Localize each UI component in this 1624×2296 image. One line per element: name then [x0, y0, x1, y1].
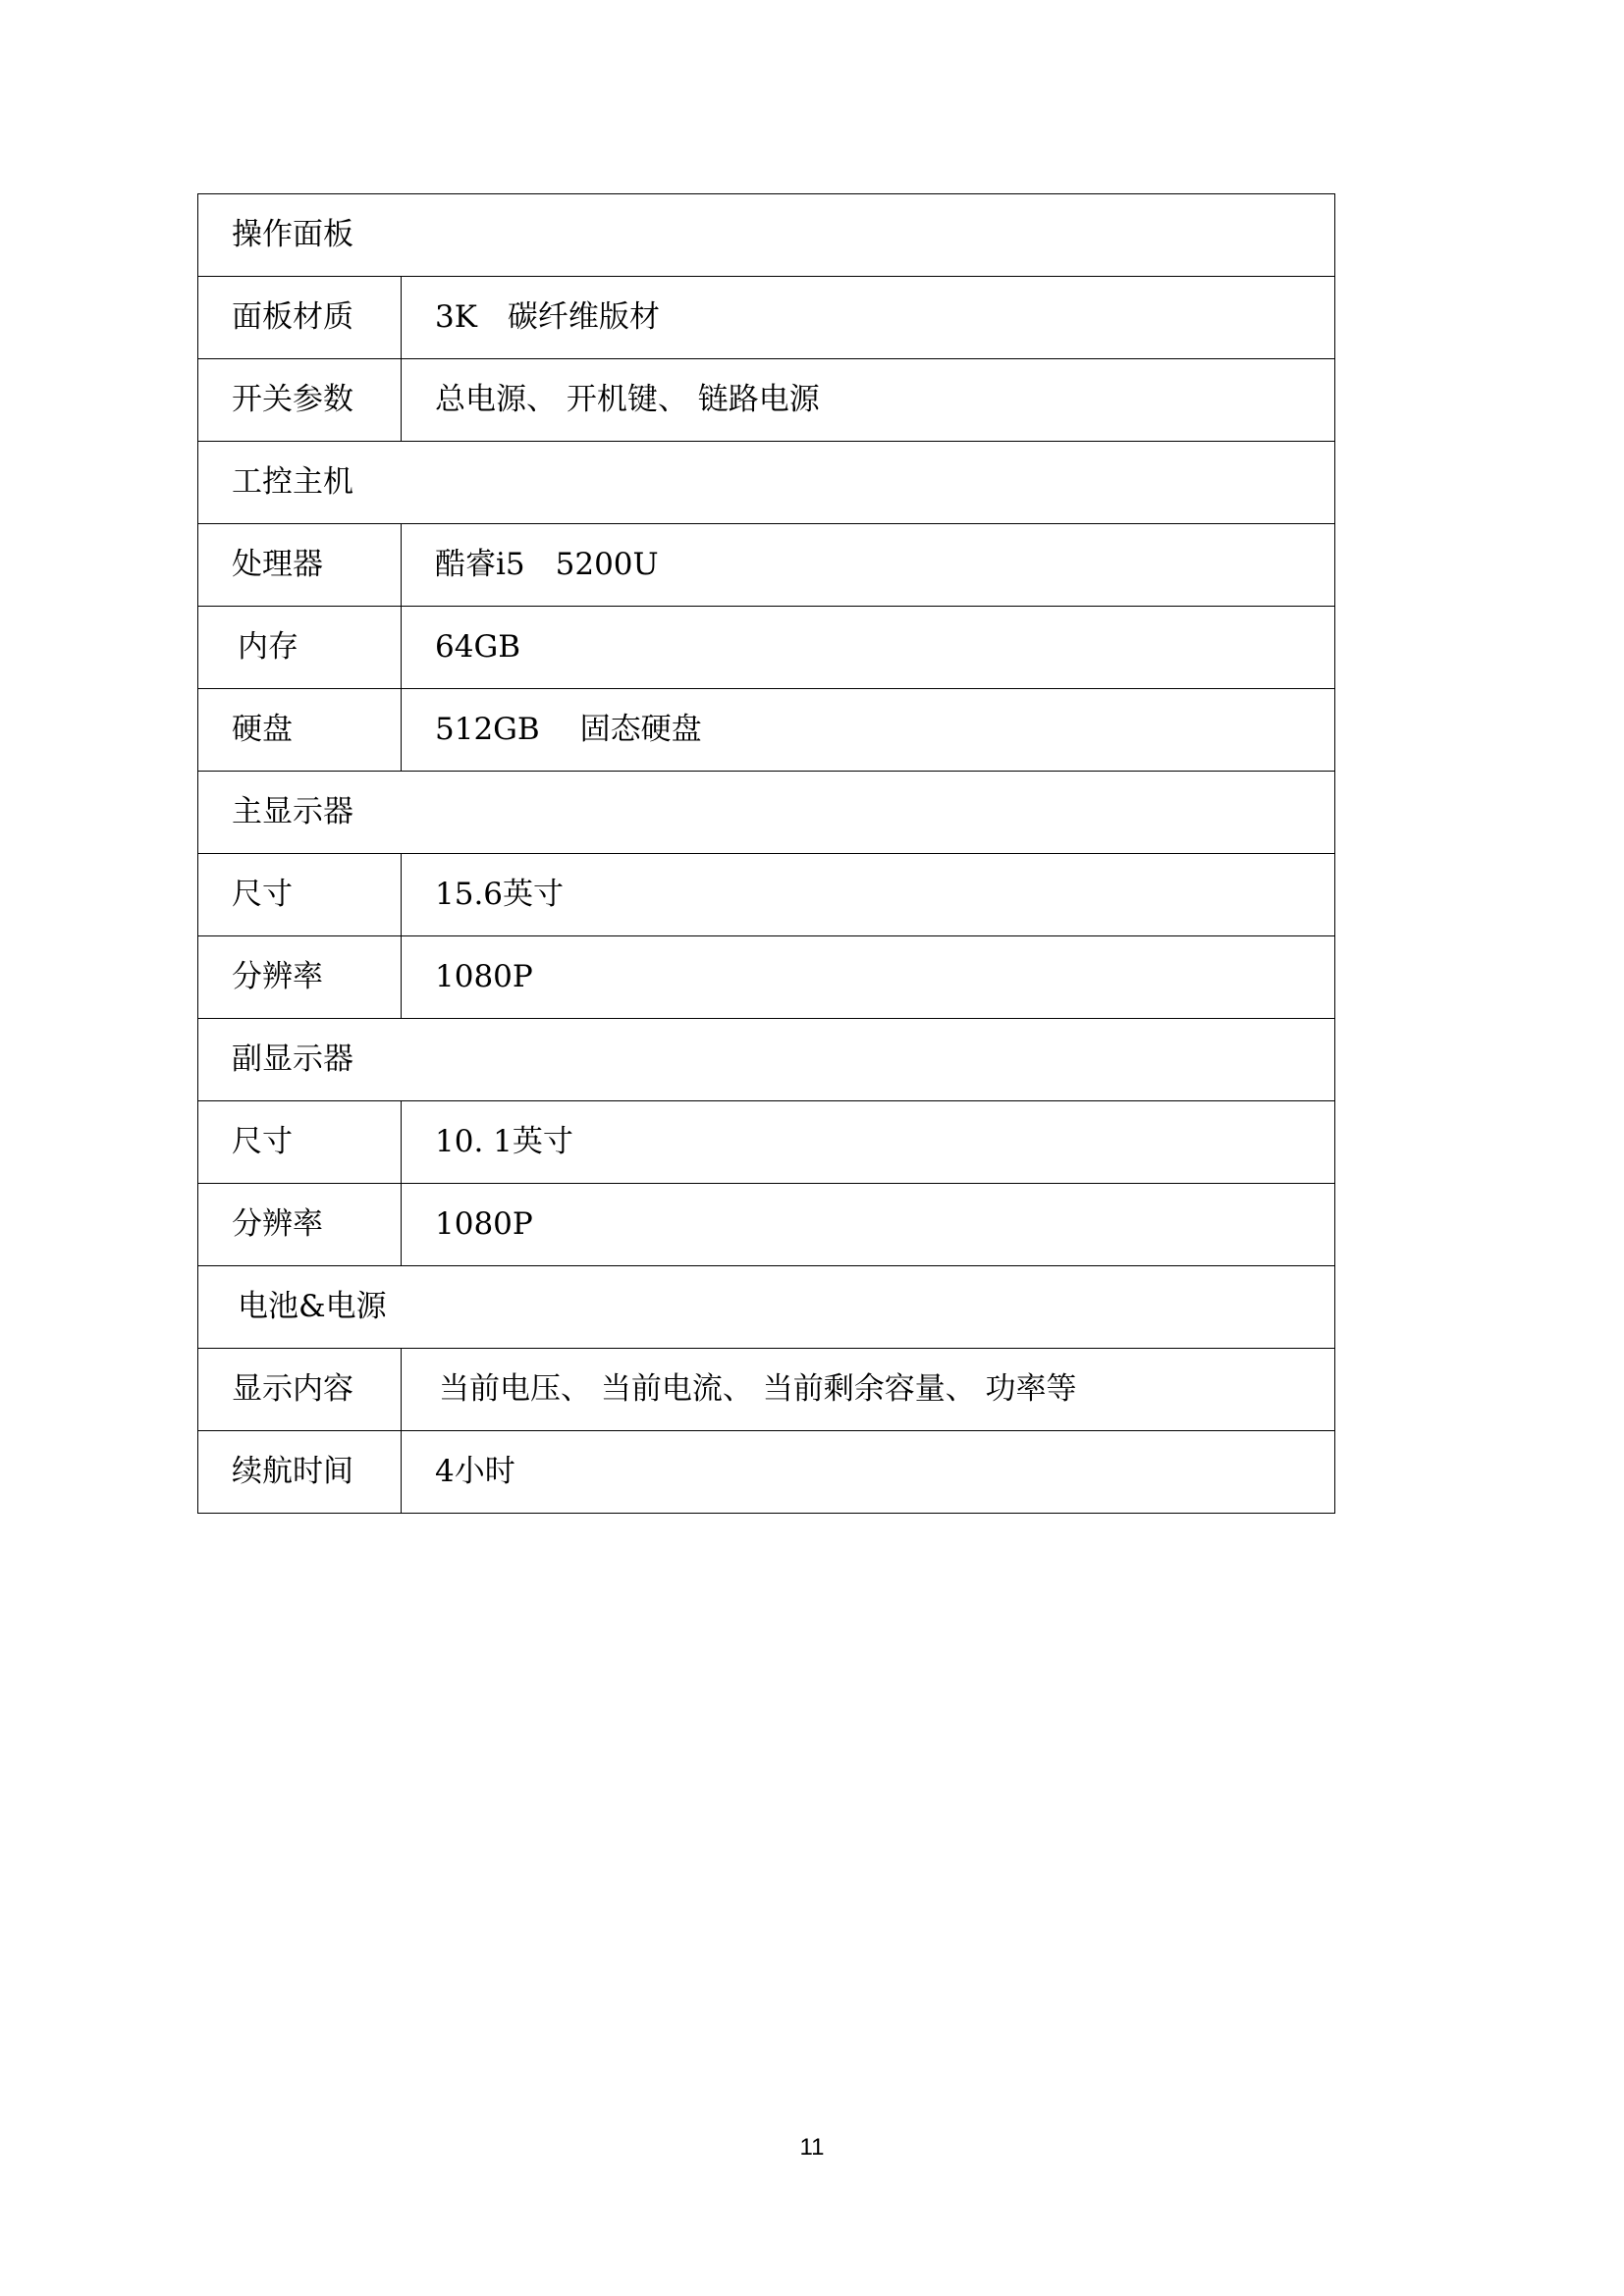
row-label: 尺寸 — [198, 1101, 402, 1184]
table-row — [198, 1349, 1335, 1431]
section-heading: 工控主机 — [198, 442, 1335, 524]
row-label: 续航时间 — [198, 1431, 402, 1514]
row-label: 硬盘 — [198, 689, 402, 772]
section-heading: 主显示器 — [198, 772, 1335, 854]
row-label: 显示内容 — [198, 1349, 402, 1431]
table-row — [198, 359, 1335, 442]
row-value: 3K 碳纤维版材 — [402, 277, 1335, 359]
section-heading: 电池&电源 — [198, 1266, 1335, 1349]
spec-table — [197, 193, 1335, 1514]
row-value: 1080P — [402, 1184, 1335, 1266]
row-label: 面板材质 — [198, 277, 402, 359]
table-row — [198, 607, 1335, 689]
row-value: 15.6英寸 — [402, 854, 1335, 936]
table-row — [198, 854, 1335, 936]
table-row — [198, 1184, 1335, 1266]
table-row — [198, 936, 1335, 1019]
section-row-battery-power — [198, 1266, 1335, 1349]
table-row — [198, 277, 1335, 359]
table-row — [198, 524, 1335, 607]
section-row-secondary-display — [198, 1019, 1335, 1101]
row-label: 开关参数 — [198, 359, 402, 442]
row-value: 当前电压、 当前电流、 当前剩余容量、 功率等 — [402, 1349, 1335, 1431]
table-row — [198, 1431, 1335, 1514]
section-row-control-panel — [198, 194, 1335, 277]
row-label: 分辨率 — [198, 936, 402, 1019]
section-row-main-display — [198, 772, 1335, 854]
row-value: 512GB 固态硬盘 — [402, 689, 1335, 772]
section-heading: 操作面板 — [198, 194, 1335, 277]
row-label: 分辨率 — [198, 1184, 402, 1266]
section-row-industrial-pc — [198, 442, 1335, 524]
row-value: 64GB — [402, 607, 1335, 689]
row-value: 10. 1英寸 — [402, 1101, 1335, 1184]
row-value: 酷睿i5 5200U — [402, 524, 1335, 607]
row-value: 总电源、 开机键、 链路电源 — [402, 359, 1335, 442]
page-number: 11 — [799, 2134, 825, 2161]
row-label: 处理器 — [198, 524, 402, 607]
table-row — [198, 1101, 1335, 1184]
row-value: 4小时 — [402, 1431, 1335, 1514]
table-row — [198, 689, 1335, 772]
row-label: 尺寸 — [198, 854, 402, 936]
row-label: 内存 — [198, 607, 402, 689]
section-heading: 副显示器 — [198, 1019, 1335, 1101]
row-value: 1080P — [402, 936, 1335, 1019]
